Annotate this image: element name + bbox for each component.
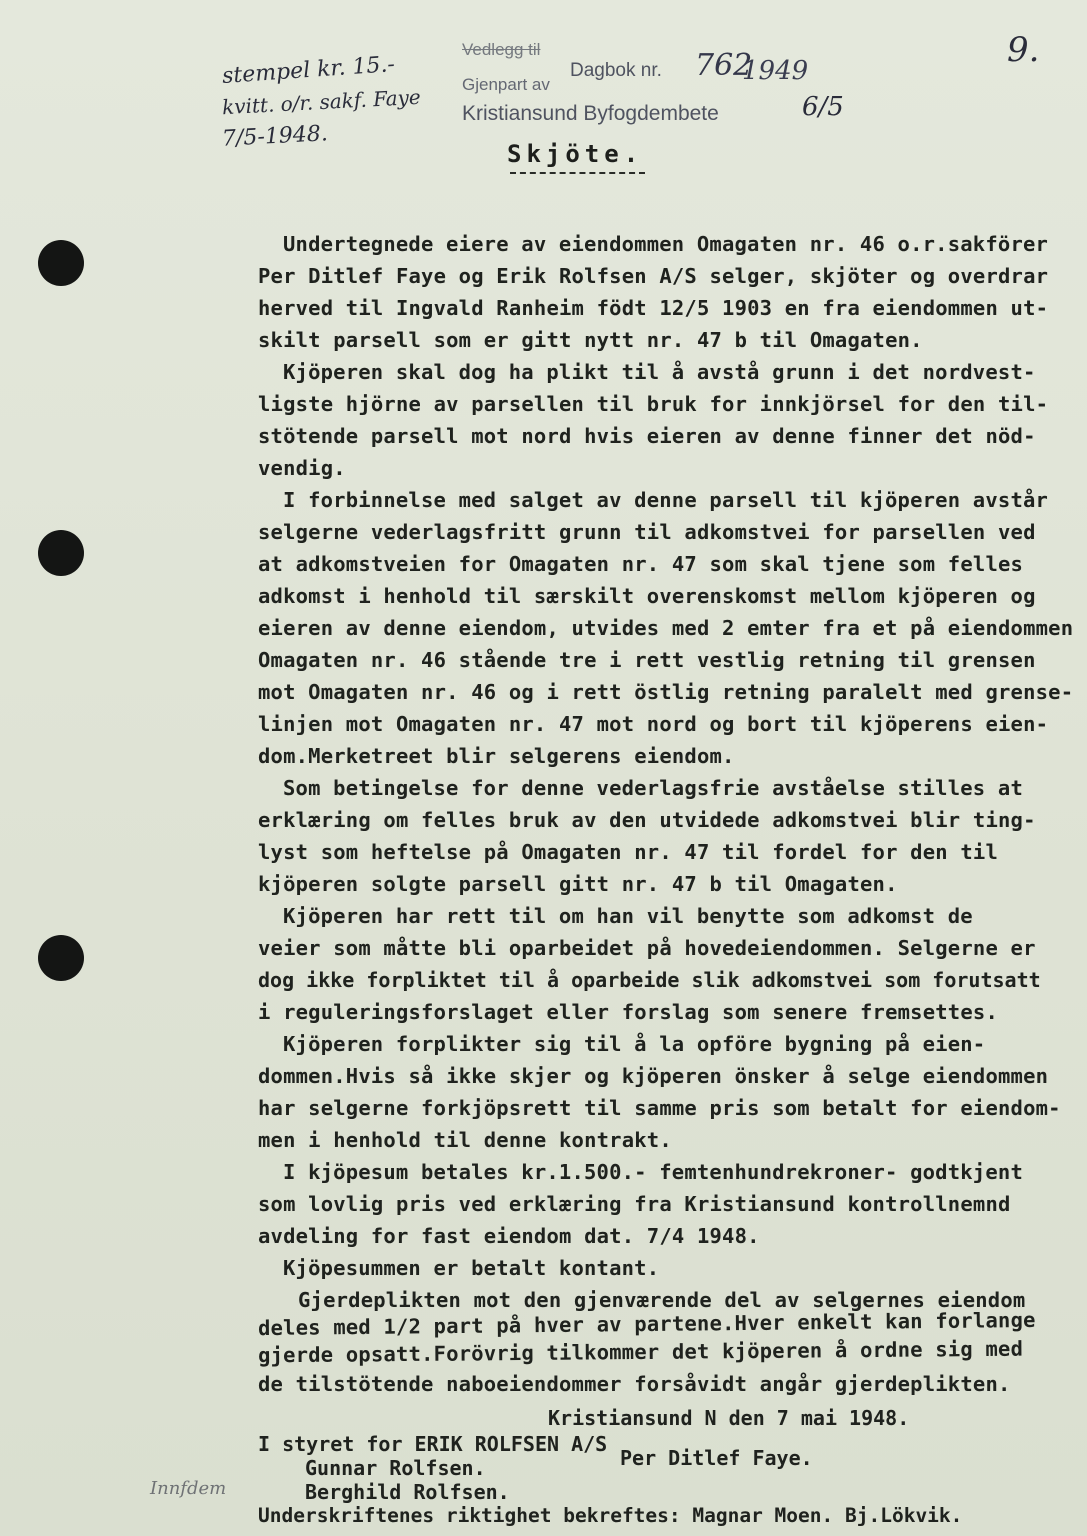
punch-hole-middle (38, 530, 84, 576)
body-line: har selgerne forkjöpsrett til samme pris som betalt for eiendom- (258, 1096, 1061, 1120)
stamp-office: Kristiansund Byfogdembete (462, 102, 719, 125)
dagbok-year: 1949 (742, 56, 809, 86)
page-number: 9. (1007, 30, 1040, 70)
stamp-gjenpart: Gjenpart av (462, 75, 550, 94)
body-line: deles med 1/2 part på hver av partene.Hver enkelt kan forlange (257, 1307, 1036, 1341)
body-line: Omagaten nr. 46 stående tre i rett vestlig retning til grensen (258, 648, 1036, 672)
certification-line: Underskriftenes riktighet bekreftes: Magnar Moen. Bj.Lökvik. (258, 1504, 963, 1527)
body-line: skilt parsell som er gitt nytt nr. 47 b til Omagaten. (258, 328, 923, 352)
body-line: Undertegnede eiere av eiendommen Omagaten nr. 46 o.r.sakförer (283, 232, 1049, 256)
margin-note-line-3: 7/5-1948. (221, 121, 329, 152)
body-line: stötende parsell mot nord hvis eieren av denne finner det nöd- (258, 424, 1036, 448)
body-line: dog ikke forpliktet til å oparbeide slik adkomstvei som forutsatt (258, 968, 1041, 992)
signature-berghild: Berghild Rolfsen. (305, 1480, 510, 1504)
body-line: Gjerdeplikten mot den gjenværende del av selgernes eiendom (298, 1288, 1026, 1312)
body-line: vendig. (258, 456, 346, 480)
body-line: Per Ditlef Faye og Erik Rolfsen A/S selger, skjöter og overdrar (258, 264, 1049, 288)
body-line: Kjöpesummen er betalt kontant. (283, 1256, 660, 1280)
stamp-dagbok-label: Dagbok nr. (570, 60, 662, 81)
stamp-vedlegg: Vedlegg til (462, 40, 541, 59)
body-line: I forbinnelse med salget av denne parsell til kjöperen avstår (283, 488, 1049, 512)
body-line: eieren av denne eiendom, utvides med 2 emter fra et på eiendommen (258, 616, 1074, 640)
body-line: veier som måtte bli oparbeidet på hovedeiendommen. Selgerne er (258, 936, 1036, 960)
stamp-date: 6/5 (802, 92, 844, 122)
body-line: dom.Merketreet blir selgerens eiendom. (258, 744, 735, 768)
body-line: Som betingelse for denne vederlagsfrie avståelse stilles at (283, 776, 1023, 800)
margin-note-line-1: stempel kr. 15.- (221, 51, 396, 90)
body-line: I kjöpesum betales kr.1.500.- femtenhundrekroner- godtkjent (283, 1160, 1023, 1184)
body-line: selgerne vederlagsfritt grunn til adkomstvei for parsellen ved (258, 520, 1036, 544)
body-line: avdeling for fast eiendom dat. 7/4 1948. (258, 1224, 760, 1248)
margin-note-line-2: kvitt. o/r. sakf. Faye (221, 84, 422, 120)
document-title: Skjöte. (507, 140, 644, 168)
signature-board-line: I styret for ERIK ROLFSEN A/S (258, 1432, 608, 1456)
body-line: at adkomstveien for Omagaten nr. 47 som skal tjene som felles (258, 552, 1024, 576)
body-line: gjerde opsatt.Forövrig tilkommer det kjöperen å ordne sig med (257, 1336, 1024, 1368)
dagbok-number: 762 (695, 48, 753, 83)
signature-gunnar: Gunnar Rolfsen. (305, 1456, 486, 1480)
body-line: Kjöperen har rett til om han vil benytte som adkomst de (283, 904, 973, 928)
body-line: dommen.Hvis så ikke skjer og kjöperen önsker å selge eiendommen (258, 1064, 1049, 1088)
body-line: men i henhold til denne kontrakt. (258, 1128, 672, 1152)
body-line: erklæring om felles bruk av den utvidede adkomstvei blir ting- (258, 808, 1036, 832)
place-date: Kristiansund N den 7 mai 1948. (548, 1406, 910, 1430)
bottom-stamp: Innfdem (150, 1478, 227, 1499)
punch-hole-bottom (38, 935, 84, 981)
body-line: Kjöperen skal dog ha plikt til å avstå grunn i det nordvest- (283, 360, 1036, 384)
body-line: herved til Ingvald Ranheim födt 12/5 1903 en fra eiendommen ut- (258, 296, 1049, 320)
body-line: adkomst i henhold til særskilt overenskomst mellom kjöperen og (258, 584, 1036, 608)
body-line: de tilstötende naboeiendommer forsåvidt angår gjerdeplikten. (258, 1372, 1011, 1396)
signature-faye: Per Ditlef Faye. (620, 1446, 813, 1470)
punch-hole-top (38, 240, 84, 286)
body-line: ligste hjörne av parsellen til bruk for innkjörsel for den til- (258, 392, 1049, 416)
title-underline (510, 172, 645, 174)
body-line: lyst som heftelse på Omagaten nr. 47 til fordel for den til (258, 840, 998, 864)
body-line: mot Omagaten nr. 46 og i rett östlig retning paralelt med grense- (258, 680, 1074, 704)
body-line: i reguleringsforslaget eller forslag som senere fremsettes. (258, 1000, 998, 1024)
body-line: linjen mot Omagaten nr. 47 mot nord og bort til kjöperens eien- (258, 712, 1049, 736)
body-line: Kjöperen forplikter sig til å la opföre bygning på eien- (283, 1032, 986, 1056)
body-line: som lovlig pris ved erklæring fra Kristiansund kontrollnemnd (258, 1192, 1011, 1216)
body-line: kjöperen solgte parsell gitt nr. 47 b til Omagaten. (258, 872, 898, 896)
